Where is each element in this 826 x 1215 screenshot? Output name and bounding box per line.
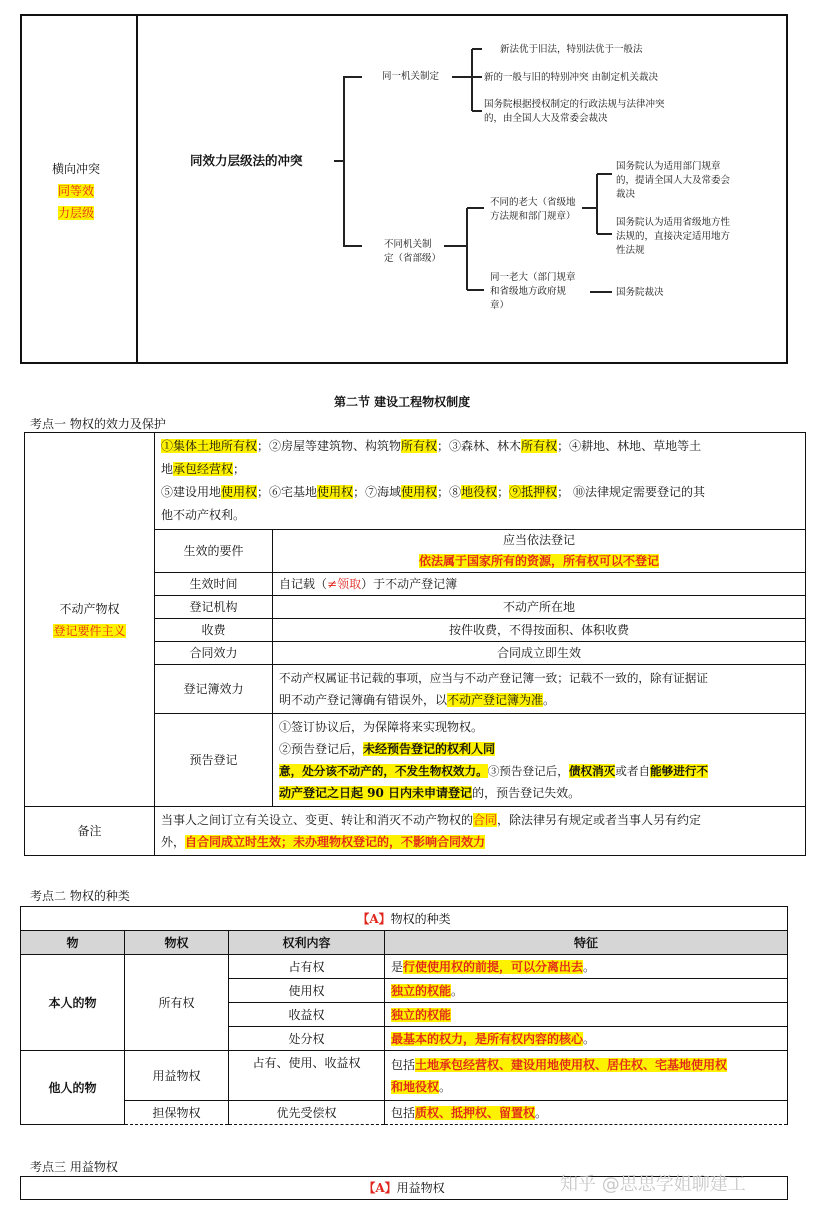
value-text: 或者自: [615, 764, 651, 778]
row-label: 预告登记: [155, 714, 273, 807]
diff-organ-a: 不同机关制: [384, 239, 432, 250]
feature-hl: 质权、抵押权、留置权: [415, 1106, 536, 1120]
column-header: 物: [21, 931, 125, 955]
row-label: 合同效力: [155, 642, 273, 665]
column-header: 特征: [385, 931, 788, 955]
watermark: 知乎 @思思学姐聊建工: [560, 1174, 746, 1195]
row-value: [273, 665, 806, 714]
left-label: 不动产物权: [59, 601, 120, 616]
item-hl: 地役权: [461, 485, 498, 499]
boss1-c: 裁决: [616, 189, 636, 200]
table-caption-row: [21, 907, 788, 931]
right-content: 处分权: [229, 1027, 385, 1051]
row-label: 收费: [155, 619, 273, 642]
left-highlight: 登记要件主义: [53, 623, 126, 638]
item-text: ；⑦海域: [353, 485, 402, 499]
item-text: 他不动产权利。: [161, 508, 246, 522]
value-line: 不动产权属证书记载的事项，应当与不动产登记簿一致；记载不一致的，除有证据证: [279, 671, 708, 685]
left-label-cell: [25, 433, 155, 807]
row-label: 登记机构: [155, 596, 273, 619]
value-text: 明不动产登记簿确有错误外，以: [279, 693, 448, 707]
same-boss-a: 同一老大（部门规章: [490, 272, 576, 283]
property-effect-table: [24, 432, 806, 856]
left-highlight-1: 同等效: [58, 184, 95, 198]
value-text: ③预告登记后，: [487, 764, 569, 778]
feature-text: 。: [535, 1106, 548, 1120]
section-title: 第二节 建设工程物权制度: [334, 395, 471, 409]
table-row: [21, 955, 788, 979]
item-text: ；③森林、林木: [437, 439, 522, 453]
right-content: 占有权: [229, 955, 385, 979]
value-text: 自记载（: [279, 577, 328, 591]
boss2-a: 国务院认为适用省级地方性: [616, 217, 731, 228]
kp2-heading: 考点二 物权的种类: [30, 889, 130, 903]
mindmap-connectors: [22, 16, 788, 364]
badge: 【A】: [357, 912, 391, 926]
item-hl: ⑨抵押权: [509, 485, 558, 499]
note-label: 备注: [25, 807, 155, 856]
item-hl: 所有权: [521, 439, 558, 453]
right-content: 使用权: [229, 979, 385, 1003]
row-value: 不动产所在地: [273, 596, 806, 619]
table-row: [25, 433, 806, 530]
same-organ-node: 同一机关制定: [382, 71, 440, 82]
same-boss-b: 和省级地方政府规: [490, 286, 567, 297]
item-hl: 承包经营权: [173, 462, 234, 476]
note-text: 外，: [161, 835, 186, 849]
item-text: ；②房屋等建筑物、构筑物: [257, 439, 402, 453]
right-content: 优先受偿权: [229, 1101, 385, 1125]
row-label: 生效时间: [155, 573, 273, 596]
item-hl: 所有权: [401, 439, 438, 453]
feature: [385, 979, 788, 1003]
value-hl: 意，处分该不动产的，不发生物权效力。: [279, 764, 488, 778]
diff-organ-b: 定（省部级）: [384, 253, 442, 264]
column-header: 物权: [125, 931, 229, 955]
same-rule-2: 新的一般与旧的特别冲突 由制定机关裁决: [484, 72, 659, 83]
boss2-c: 性法规: [616, 245, 645, 256]
note-value: [155, 807, 806, 856]
item-1: ①集体土地所有权: [161, 439, 258, 453]
caption-text: 物权的种类: [390, 912, 451, 926]
badge: 【A】: [363, 1181, 397, 1195]
security-right: 担保物权: [125, 1101, 229, 1125]
feature: [385, 1101, 788, 1125]
value-hl: 动产登记之日起 90 日内未申请登记: [279, 786, 473, 800]
table-row: [21, 1051, 788, 1101]
note-text: 当事人之间订立有关设立、变更、转让和消灭不动产物权的: [161, 813, 474, 827]
row-value: [273, 530, 806, 573]
same-boss-result: 国务院裁决: [616, 287, 664, 298]
item-text: ；④耕地、林地、草地等土: [557, 439, 702, 453]
table-row: [21, 1101, 788, 1125]
item-text: ； ⑩法律规定需要登记的其: [557, 485, 705, 499]
value-text: 的，预告登记失效。: [472, 786, 581, 800]
value-hl: 未经预告登记的权利人同: [363, 742, 496, 756]
kp3-heading: 考点三 用益物权: [30, 1160, 118, 1174]
value-hl: 依法属于国家所有的资源，所有权可以不登记: [418, 554, 659, 568]
note-text: ，除法律另有规定或者当事人另有约定: [497, 813, 702, 827]
kp1-heading: 考点一 物权的效力及保护: [30, 417, 166, 431]
item-text: ；⑥宅基地: [257, 485, 318, 499]
right-content: 占有、使用、收益权: [229, 1051, 385, 1101]
item-hl: 使用权: [221, 485, 258, 499]
feature: [385, 1003, 788, 1027]
value-hl: 债权消灭: [568, 764, 616, 778]
value-line: 应当依法登记: [502, 533, 575, 547]
same-rule-1: 新法优于旧法，特别法优于一般法: [500, 44, 643, 55]
column-header: 权利内容: [229, 931, 385, 955]
others-thing: 他人的物: [21, 1051, 125, 1125]
item-text: ；: [233, 462, 246, 476]
item-text: ⑤建设用地: [161, 485, 222, 499]
feature-text: 包括: [391, 1106, 416, 1120]
item-text: ；⑧: [437, 485, 462, 499]
feature: [385, 955, 788, 979]
table-caption: [21, 907, 788, 931]
feature-hl: 行使使用权的前提，可以分离出去: [403, 960, 584, 974]
same-boss-c: 章）: [490, 300, 510, 311]
boss1-b: 的，提请全国人大及常委会: [616, 175, 731, 186]
diff-boss-b: 方法规和部门规章）: [490, 211, 576, 222]
row-value: [273, 714, 806, 807]
feature-text: 。: [451, 984, 464, 998]
value-red: ≠领取: [327, 577, 362, 591]
feature-hl: 最基本的权力，是所有权内容的核心: [391, 1032, 584, 1046]
row-value: 合同成立即生效: [273, 642, 806, 665]
root-node: 同效力层级法的冲突: [190, 153, 303, 168]
value-text: ②预告登记后，: [279, 742, 364, 756]
property-items-cell: [155, 433, 806, 530]
value-text: 。: [543, 693, 556, 707]
value-hl: 能够进行不: [650, 764, 709, 778]
feature-text: 。: [439, 1079, 452, 1094]
property-types-table: [20, 906, 788, 1125]
row-value: [273, 573, 806, 596]
row-label: 生效的要件: [155, 530, 273, 573]
left-title: 横向冲突: [52, 162, 101, 176]
row-value: 按件收费，不得按面积、体积收费: [273, 619, 806, 642]
caption-text: 用益物权: [396, 1181, 445, 1195]
feature: [385, 1051, 788, 1101]
value-text: ）于不动产登记簿: [361, 577, 458, 591]
feature-hl: 独立的权能: [391, 1008, 452, 1022]
note-hl: 合同: [473, 813, 498, 827]
feature-text: 包括: [391, 1057, 416, 1072]
mindmap-box: [20, 14, 788, 364]
item-hl: 使用权: [317, 485, 354, 499]
right-content: 收益权: [229, 1003, 385, 1027]
value-line: ①签订协议后，为保障将来实现物权。: [279, 720, 484, 734]
row-label: 登记簿效力: [155, 665, 273, 714]
ownership: 所有权: [125, 955, 229, 1051]
feature-text: 。: [583, 1032, 596, 1046]
feature: [385, 1027, 788, 1051]
usufruct: 用益物权: [125, 1051, 229, 1101]
feature-hl: 独立的权能: [391, 984, 452, 998]
feature-text: 是: [391, 960, 404, 974]
feature-hl: 和地役权: [391, 1079, 440, 1094]
boss2-b: 法规的，直接决定适用地方: [616, 231, 731, 242]
diff-boss-a: 不同的老大（省级地: [490, 197, 576, 208]
table-row: [25, 807, 806, 856]
value-hl: 不动产登记簿为准: [447, 693, 544, 707]
feature-text: 。: [583, 960, 596, 974]
same-rule-3b: 的，由全国人大及常委会裁决: [484, 113, 608, 124]
item-text: 地: [161, 462, 174, 476]
boss1-a: 国务院认为适用部门规章: [616, 161, 721, 172]
item-text: ；: [497, 485, 510, 499]
same-rule-3a: 国务院根据授权制定的行政法规与法律冲突: [484, 99, 665, 110]
own-thing: 本人的物: [21, 955, 125, 1051]
feature-hl: 土地承包经营权、建设用地使用权、居住权、宅基地使用权: [415, 1057, 728, 1072]
item-hl: 使用权: [401, 485, 438, 499]
left-highlight-2: 力层级: [58, 206, 95, 220]
table-header-row: [21, 931, 788, 955]
note-hl: 自合同成立时生效；未办理物权登记的，不影响合同效力: [185, 835, 486, 849]
